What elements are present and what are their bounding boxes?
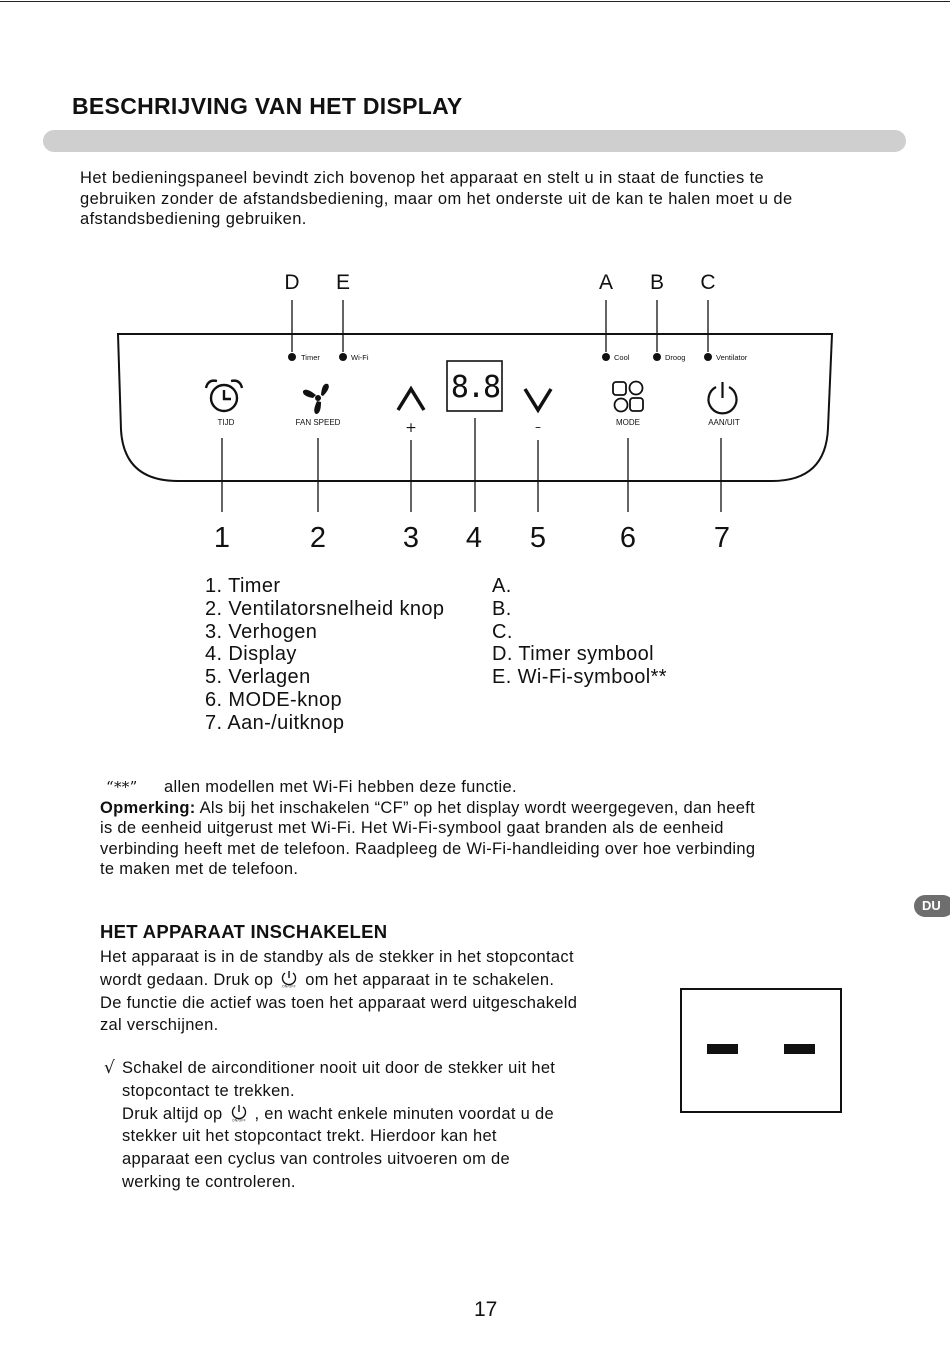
button-label-fan-speed: FAN SPEED [295, 418, 341, 427]
legend-item: 7. Aan-/uitknop [205, 711, 345, 734]
control-panel-diagram [0, 255, 950, 565]
wifi-indicator-dot [339, 353, 347, 361]
callout-number-7: 7 [713, 522, 731, 554]
note-line: is de eenheid uitgerust met Wi-Fi. Het Wi-Fi-symbool gaat branden als de eenheid [100, 819, 724, 837]
check-line-part: , en wacht enkele minuten voordat u de [254, 1104, 554, 1123]
fan-icon [303, 384, 332, 414]
alarm-clock-icon [206, 381, 242, 411]
section-line-part: wordt gedaan. Druk op [100, 970, 274, 989]
label-letter-e: E [335, 271, 351, 294]
footnote-text: allen modellen met Wi-Fi hebben deze functie. [164, 778, 517, 796]
check-line: stopcontact te trekken. [122, 1081, 295, 1100]
footnote-stars: “**” [106, 778, 138, 796]
button-label-tijd: TIJD [217, 418, 235, 427]
check-line: stekker uit het stopcontact trekt. Hierdoor kan het [122, 1127, 497, 1146]
power-icon [279, 970, 299, 988]
callout-number-5: 5 [529, 522, 547, 554]
legend-item: 3. Verhogen [205, 620, 318, 643]
page-title: BESCHRIJVING VAN HET DISPLAY [72, 93, 463, 119]
check-line: Schakel de airconditioner nooit uit door de stekker uit het [122, 1059, 556, 1077]
power-icon [229, 1104, 249, 1122]
onoff-caption: ON/OFF [231, 1118, 246, 1122]
standby-dash [784, 1044, 815, 1054]
lettered-legend [492, 575, 667, 689]
mode-icon [613, 382, 643, 412]
power-icon [709, 382, 737, 413]
label-letter-b: B [649, 271, 665, 294]
intro-line: afstandsbediening gebruiken. [80, 210, 307, 228]
droog-indicator-dot [653, 353, 661, 361]
cool-indicator-dot [602, 353, 610, 361]
note-label: Opmerking: [100, 798, 196, 817]
indicator-label-wifi: Wi-Fi [351, 353, 369, 362]
up-arrow-icon [398, 389, 424, 410]
note-text: Als bij het inschakelen “CF” op het display wordt weergegeven, dan heeft [195, 798, 755, 817]
legend-letter-item: E. Wi-Fi-symbool** [492, 666, 667, 689]
section-line: zal verschijnen. [100, 1016, 219, 1035]
onoff-caption: ON/OFF [282, 984, 297, 988]
callout-number-1: 1 [213, 522, 231, 554]
indicator-label-ventilator: Ventilator [716, 353, 748, 362]
wifi-note [100, 777, 900, 880]
callout-number-2: 2 [309, 522, 327, 554]
legend-item: 4. Display [205, 643, 297, 666]
page-number: 17 [474, 1298, 498, 1321]
section-line: De functie die actief was toen het apparaat werd uitgeschakeld [100, 993, 578, 1012]
callout-number-6: 6 [619, 522, 637, 554]
intro-line: Het bedieningspaneel bevindt zich bovenop het apparaat en stelt u in staat de functies te [80, 169, 765, 187]
section-line: Het apparaat is in de standby als de stekker in het stopcontact [100, 948, 574, 966]
label-letter-a: A [598, 271, 614, 294]
legend-item: 5. Verlagen [205, 666, 311, 689]
down-arrow-icon [525, 389, 551, 410]
numbered-legend [205, 575, 444, 735]
legend-letter-item: A. [492, 575, 512, 597]
check-line: apparaat een cyclus van controles uitvoeren om de [122, 1150, 511, 1169]
top-rule [0, 1, 950, 2]
minus-symbol: – [535, 420, 541, 434]
check-line-part: Druk altijd op [122, 1104, 223, 1123]
callout-number-3: 3 [402, 522, 420, 554]
section-title: HET APPARAAT INSCHAKELEN [100, 921, 388, 942]
standby-display-illustration [680, 988, 842, 1113]
label-letter-c: C [700, 271, 716, 294]
ventilator-indicator-dot [704, 353, 712, 361]
standby-dash [707, 1044, 738, 1054]
display-readout: 8.8 [450, 370, 500, 405]
note-line: te maken met de telefoon. [100, 860, 299, 878]
timer-indicator-dot [288, 353, 296, 361]
indicator-label-cool: Cool [614, 353, 630, 362]
check-line: werking te controleren. [122, 1172, 296, 1191]
check-paragraph [122, 1057, 555, 1194]
legend-item: 6. MODE-knop [205, 688, 343, 711]
legend-item: 2. Ventilatorsnelheid knop [205, 597, 445, 620]
plus-symbol: + [405, 420, 417, 436]
legend-item: 1. Timer [205, 575, 281, 597]
callout-number-4: 4 [465, 522, 483, 554]
section-line-part: om het apparaat in te schakelen. [305, 970, 555, 989]
indicator-label-droog: Droog [665, 353, 686, 362]
note-line: verbinding heeft met de telefoon. Raadpleeg de Wi-Fi-handleiding over hoe verbinding [100, 839, 756, 858]
legend-letter-item: D. Timer symbool [492, 643, 654, 666]
check-mark: √ [104, 1058, 115, 1078]
title-underline-bar [43, 130, 906, 152]
button-label-mode: MODE [616, 418, 640, 427]
button-label-aan-uit: AAN/UIT [708, 418, 740, 427]
intro-paragraph [80, 168, 890, 230]
legend-letter-item: B. [492, 597, 512, 620]
language-tab: DU [914, 895, 950, 917]
label-letter-d: D [284, 271, 300, 294]
section-paragraph [100, 946, 577, 1037]
intro-line: gebruiken zonder de afstandsbediening, maar om het onderste uit de kan te halen moet u de [80, 189, 793, 208]
indicator-label-timer: Timer [301, 353, 320, 362]
legend-letter-item: C. [492, 620, 513, 643]
